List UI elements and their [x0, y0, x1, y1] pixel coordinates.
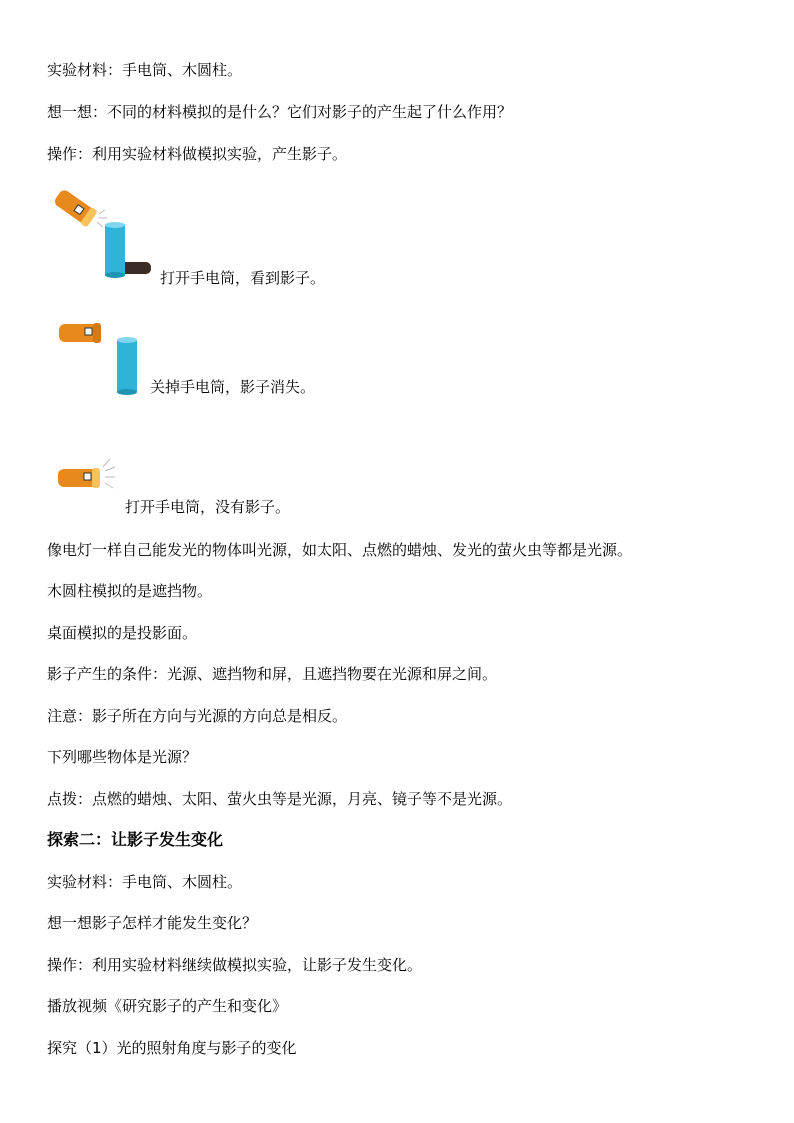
caption-fig1: 打开手电筒，看到影子。 — [160, 269, 326, 287]
line-operation-2: 操作：利用实验材料继续做模拟实验，让影子发生变化。 — [47, 956, 423, 974]
flashlight-shadow-illustration — [55, 180, 165, 280]
caption-fig2: 关掉手电筒，影子消失。 — [150, 378, 316, 396]
line-question: 下列哪些物体是光源？ — [47, 748, 198, 766]
line-cylinder: 木圆柱模拟的是遮挡物。 — [47, 582, 213, 600]
figure-flashlight-on-no-obstacle — [55, 455, 125, 500]
line-materials: 实验材料：手电筒、木圆柱。 — [47, 61, 243, 79]
flashlight-off-illustration — [55, 312, 155, 402]
line-materials-2: 实验材料：手电筒、木圆柱。 — [47, 873, 243, 891]
line-think: 想一想：不同的材料模拟的是什么？它们对影子的产生起了什么作用？ — [47, 103, 513, 121]
line-think-2: 想一想影子怎样才能发生变化？ — [47, 914, 258, 932]
line-conditions: 影子产生的条件：光源、遮挡物和屏，且遮挡物要在光源和屏之间。 — [47, 665, 498, 683]
line-operation: 操作：利用实验材料做模拟实验，产生影子。 — [47, 145, 348, 163]
caption-fig3: 打开手电筒，没有影子。 — [125, 498, 291, 516]
flashlight-on-illustration — [55, 455, 125, 500]
line-video: 播放视频《研究影子的产生和变化》 — [47, 997, 288, 1015]
figure-flashlight-on-shadow — [55, 180, 165, 280]
line-hint: 点拨：点燃的蜡烛、太阳、萤火虫等是光源，月亮、镜子等不是光源。 — [47, 790, 513, 808]
figure-flashlight-off — [55, 312, 155, 402]
line-light-source-definition: 像电灯一样自己能发光的物体叫光源，如太阳、点燃的蜡烛、发光的萤火虫等都是光源。 — [47, 541, 633, 559]
line-note: 注意：影子所在方向与光源的方向总是相反。 — [47, 707, 348, 725]
section-heading: 探索二：让影子发生变化 — [47, 830, 224, 849]
line-desk: 桌面模拟的是投影面。 — [47, 624, 198, 642]
line-explore-1: 探究（1）光的照射角度与影子的变化 — [47, 1039, 297, 1057]
